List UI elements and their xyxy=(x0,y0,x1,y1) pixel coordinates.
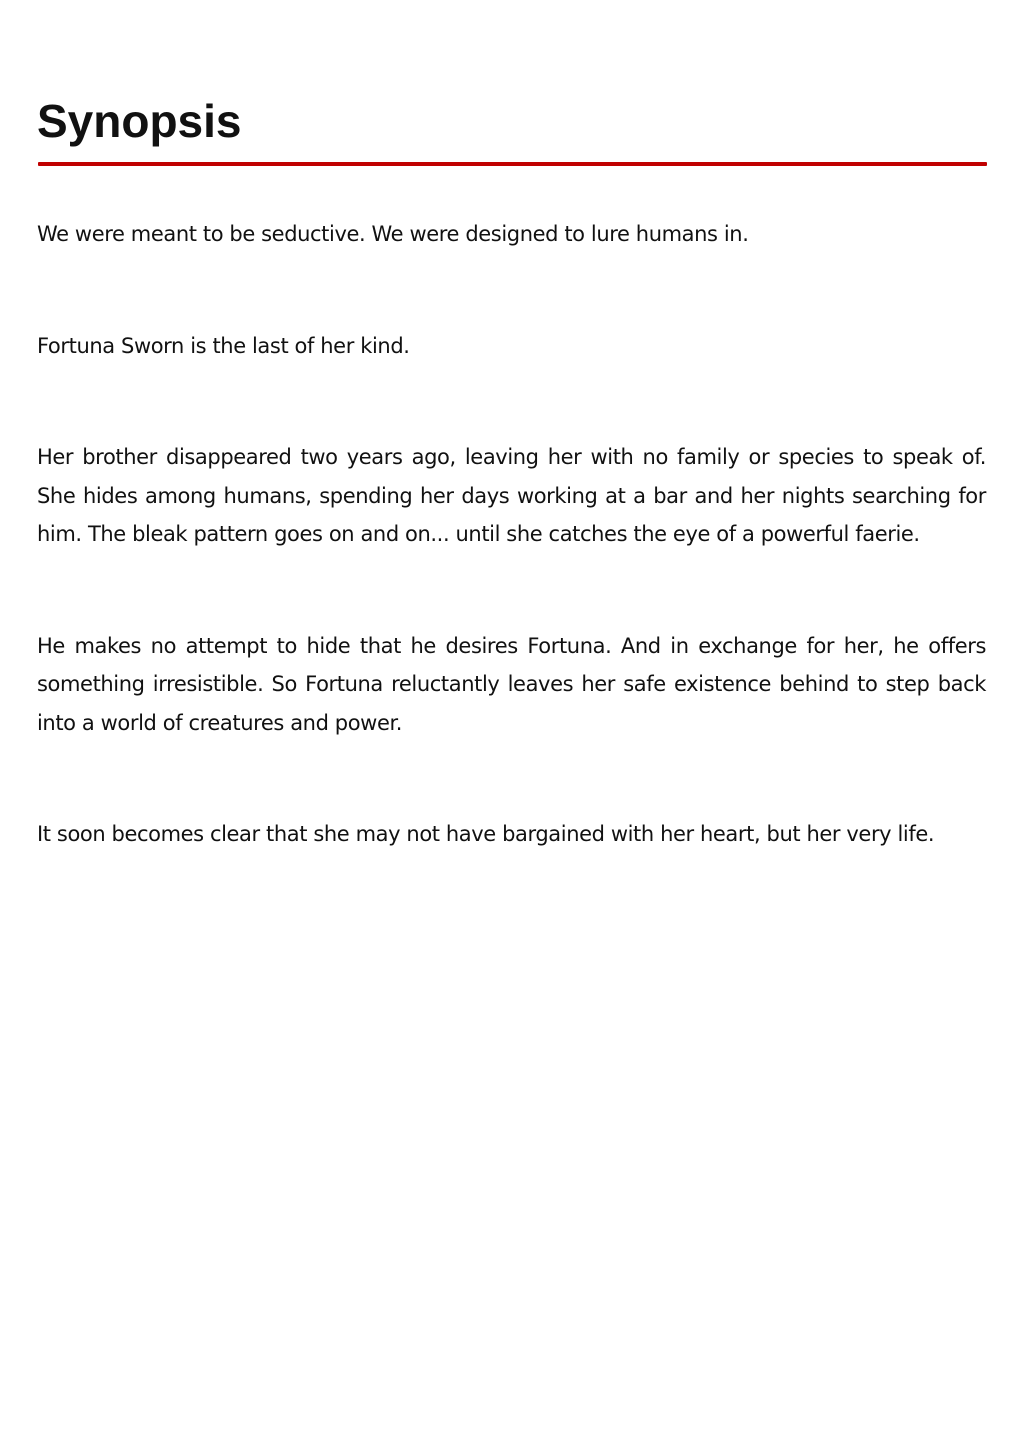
title-underline xyxy=(38,162,987,166)
synopsis-body xyxy=(37,215,986,854)
paragraph-5: It soon becomes clear that she may not have bargained with her heart, but her very life. xyxy=(37,822,935,846)
page-title: Synopsis xyxy=(37,95,242,147)
paragraph-3: Her brother disappeared two years ago, leaving her with no family or species to speak of. She hides among humans, spending her days working at a bar and her nights searching for him. The bleak pattern goes on and on... until she catches the eye of a powerful faerie. xyxy=(37,445,986,546)
paragraph-4: He makes no attempt to hide that he desires Fortuna. And in exchange for her, he offers something irresistible. So Fortuna reluctantly leaves her safe existence behind to step back into a world of creatures and power. xyxy=(37,633,986,735)
paragraph-2: Fortuna Sworn is the last of her kind. xyxy=(37,333,410,358)
paragraph-1: We were meant to be seductive. We were designed to lure humans in. xyxy=(37,222,749,246)
